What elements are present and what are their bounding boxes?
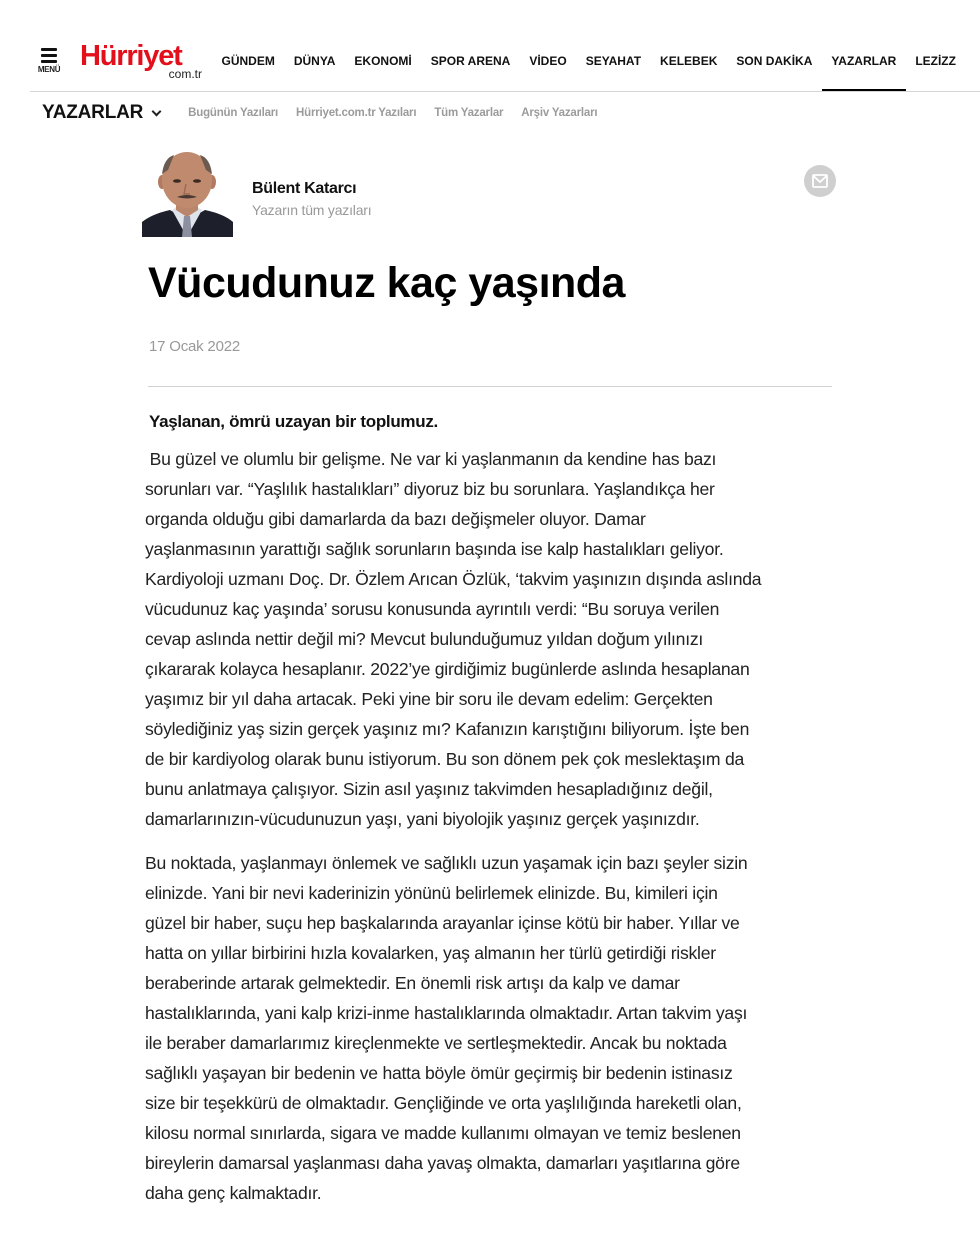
site-header [0, 0, 980, 92]
menu-button[interactable] [36, 48, 62, 78]
menu-label: MENÜ [37, 65, 61, 74]
paragraph-line: çıkararak kolayca hesaplanır. 2022’ye girdiğimiz bugünlerde aslında hesaplanan [145, 659, 750, 679]
paragraph-line: sorunları var. “Yaşlılık hastalıkları” diyoruz biz bu sorunlara. Yaşlandıkça her [145, 479, 715, 499]
paragraph-line: bireylerin damarsal yaşlanması daha yavaş olmakta, damarları yaşıtlarına göre [145, 1153, 740, 1173]
header-divider [30, 91, 980, 92]
paragraph-line: kilosu normal sınırlarda, sigara ve madde kullanımı olmayan ve temiz beslenen [145, 1123, 741, 1143]
mail-icon [812, 174, 828, 188]
author-all-posts-link[interactable]: Yazarın tüm yazıları [252, 202, 372, 218]
paragraph-line: hastalıklarında, yani kalp krizi-inme hastalıklarında olmaktadır. Artan takvim yaşı [145, 1003, 748, 1023]
main-nav [212, 50, 965, 74]
paragraph-line: güzel bir haber, suçu hep başkalarında arayanlar içinse kötü bir haber. Yıllar ve [145, 913, 740, 933]
contact-author-button[interactable] [804, 165, 836, 197]
paragraph-line: daha genç kalmaktadır. [145, 1183, 322, 1203]
paragraph-line: sağlıklı yaşayan bir bedenin ve hatta böyle ömür geçirmiş bir bedenin istinasız [145, 1063, 733, 1083]
paragraph-line: hatta on yıllar birbirini hızla kovalarken, yaş almanın her türlü getirdiği riskler [145, 943, 716, 963]
paragraph-line: yaşlanmasının yarattığı sağlık sorunların başında ise kalp hastalıkları geliyor. [145, 539, 724, 559]
paragraph-line: bunu anlatmaya çalışıyor. Sizin asıl yaşınız takvimden hesapladığınız değil, [145, 779, 713, 799]
article-divider [148, 386, 832, 387]
nav-yazarlar[interactable]: YAZARLAR [822, 50, 906, 74]
subnav-arsiv-yazarlari[interactable]: Arşiv Yazarları [521, 107, 598, 119]
section-dropdown[interactable]: YAZARLAR [42, 102, 144, 123]
subnav-bugunun-yazilari[interactable]: Bugünün Yazıları [188, 107, 279, 119]
author-name[interactable]: Bülent Katarcı [252, 180, 357, 197]
logo-tld: com.tr [168, 67, 202, 81]
author-block [142, 150, 836, 238]
paragraph-line: Bu noktada, yaşlanmayı önlemek ve sağlıklı uzun yaşamak için bazı şeyler sizin [145, 853, 748, 873]
nav-ekonomi[interactable]: EKONOMİ [354, 54, 412, 68]
nav-video[interactable]: VİDEO [529, 54, 567, 68]
sub-nav [42, 100, 615, 126]
nav-son-dakika[interactable]: SON DAKİKA [736, 54, 813, 68]
paragraph-line: yaşımız bir yıl daha artacak. Peki yine bir soru ile devam edelim: Gerçekten [145, 689, 713, 709]
subnav-tum-yazarlar[interactable]: Tüm Yazarlar [434, 107, 504, 119]
article-lead: Yaşlanan, ömrü uzayan bir toplumuz. [149, 412, 438, 431]
nav-spor-arena[interactable]: SPOR ARENA [430, 54, 511, 68]
nav-dunya[interactable]: DÜNYA [293, 54, 336, 68]
site-logo[interactable] [80, 42, 204, 82]
paragraph-line: organda olduğu gibi damarlarda da bazı değişmeler oluyor. Damar [145, 509, 646, 529]
paragraph-line: ile beraber damarlarımız kireçlenmekte ve sertleşmektedir. Ancak bu noktada [145, 1033, 727, 1053]
paragraph-line: cevap aslında nettir değil mi? Mevcut bulunduğumuz yıldan doğum yılınızı [145, 629, 704, 649]
article-date: 17 Ocak 2022 [149, 338, 240, 355]
author-photo-icon [142, 150, 233, 237]
paragraph-line: elinizde. Yani bir nevi kaderinizin yönünü belirlemek elinizde. Bu, kimileri için [145, 883, 718, 903]
paragraph-line: size bir teşekkürü de olmaktadır. Gençliğinde ve orta yaşlılığında hareketli olan, [145, 1093, 742, 1113]
article-title: Vücudunuz kaç yaşında [148, 259, 625, 307]
paragraph-line: damarlarınızın-vücudunuzun yaşı, yani biyolojik yaşınız gerçek yaşınızdır. [145, 809, 700, 829]
nav-seyahat[interactable]: SEYAHAT [585, 54, 642, 68]
paragraph-line: de bir kardiyolog olarak bunu istiyorum. Bu son dönem pek çok meslektaşım da [145, 749, 745, 769]
hamburger-icon [41, 48, 57, 63]
nav-kelebek[interactable]: KELEBEK [660, 54, 718, 68]
article-paragraph-2 [145, 848, 835, 1208]
nav-lezizz[interactable]: LEZİZZ [915, 54, 956, 68]
paragraph-line: Kardiyoloji uzmanı Doç. Dr. Özlem Arıcan Özlük, ‘takvim yaşınızın dışında aslında [145, 569, 762, 589]
nav-gundem[interactable]: GÜNDEM [221, 54, 275, 68]
paragraph-line: söylediğiniz yaş sizin gerçek yaşınız mı? Kafanızın karıştığını biliyorum. İşte ben [145, 719, 750, 739]
paragraph-line: Bu güzel ve olumlu bir gelişme. Ne var ki yaşlanmanın da kendine has bazı [145, 449, 717, 469]
author-avatar[interactable] [142, 150, 233, 237]
chevron-down-icon[interactable] [152, 106, 162, 116]
logo-brand: Hürriyet [80, 40, 182, 72]
paragraph-line: beraberinde artarak gelmektedir. En önemli risk artışı da kalp ve damar [145, 973, 680, 993]
subnav-hurriyet-yazilari[interactable]: Hürriyet.com.tr Yazıları [296, 107, 417, 119]
article-paragraph-1 [145, 444, 835, 834]
paragraph-line: vücudunuz kaç yaşında’ sorusu konusunda ayrıntılı verdi: “Bu soruya verilen [145, 599, 720, 619]
